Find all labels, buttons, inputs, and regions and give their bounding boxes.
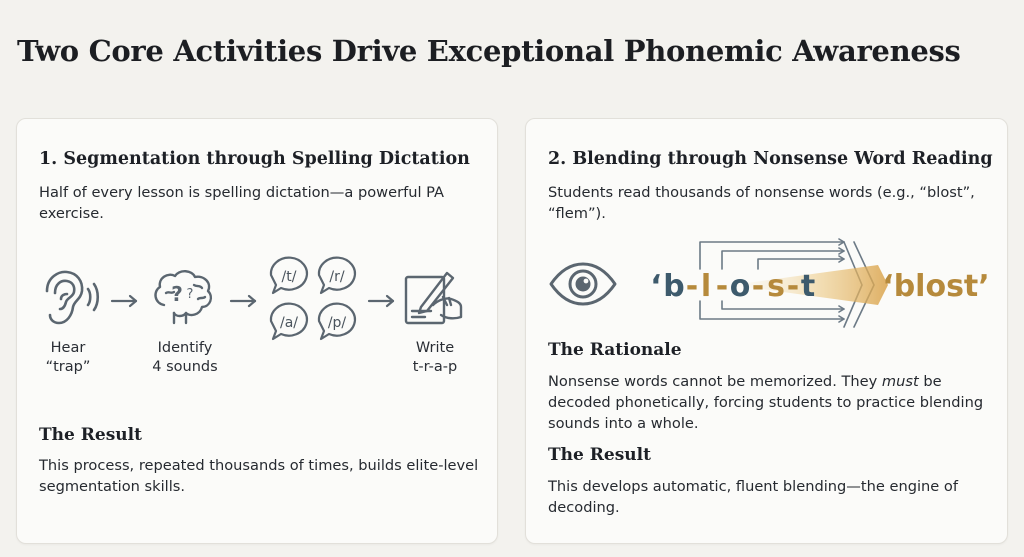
blending-card xyxy=(525,118,1008,544)
phoneme-p: /p/ xyxy=(327,315,347,331)
rationale-heading: The Rationale xyxy=(548,340,682,360)
brain-question-icon xyxy=(150,269,216,327)
blended-word: ‘blost’ xyxy=(882,269,990,304)
writing-hand-icon xyxy=(403,267,465,327)
page-title: Two Core Activities Drive Exceptional Phonemic Awareness xyxy=(17,34,961,68)
letter-s: s xyxy=(767,269,785,304)
hyphen: - xyxy=(786,269,800,304)
rationale-emphasis: must xyxy=(881,373,919,390)
blending-heading: 2. Blending through Nonsense Word Reading xyxy=(548,149,993,169)
segmentation-intro: Half of every lesson is spelling dictation—a powerful PA exercise. xyxy=(39,184,445,222)
letter-t: t xyxy=(800,269,816,304)
segmentation-result-text: This process, repeated thousands of times, builds elite-level segmentation skills. xyxy=(39,457,479,495)
ear-icon xyxy=(39,269,101,327)
step-write-label: Write t-r-a-p xyxy=(412,340,458,375)
letter-b: b xyxy=(663,269,685,304)
arrow-right-icon xyxy=(110,295,140,307)
eye-icon xyxy=(548,262,618,306)
segmentation-heading: 1. Segmentation through Spelling Dictation xyxy=(39,149,470,169)
blending-diagram xyxy=(642,239,992,331)
step-hear-label: Hear “trap” xyxy=(45,340,91,375)
hyphen: - xyxy=(685,269,699,304)
svg-text:?: ? xyxy=(171,282,183,306)
arrow-right-icon xyxy=(367,295,397,307)
svg-text:?: ? xyxy=(186,287,194,302)
segmentation-result-heading: The Result xyxy=(39,425,142,445)
step-identify-label: Identify 4 sounds xyxy=(152,340,218,375)
phoneme-a: /a/ xyxy=(279,315,299,331)
blending-intro: Students read thousands of nonsense words (e.g., “blost”, “flem”). xyxy=(548,184,975,222)
hyphen: - xyxy=(715,269,729,304)
letter-l: l xyxy=(700,269,712,304)
phoneme-bubbles-icon xyxy=(267,255,363,343)
blending-result-heading: The Result xyxy=(548,445,651,465)
phoneme-r: /r/ xyxy=(329,269,345,285)
letter-o: o xyxy=(729,269,751,304)
segmentation-card xyxy=(16,118,498,544)
phoneme-t: /t/ xyxy=(281,269,297,285)
arrow-right-icon xyxy=(229,295,259,307)
open-quote: ‘ xyxy=(650,269,662,304)
blending-result-text: This develops automatic, fluent blending—the engine of decoding. xyxy=(548,478,958,516)
rationale-text: Nonsense words cannot be memorized. They must be decoded phonetically, forcing students to practice blending sounds into a whole. xyxy=(548,373,984,432)
hyphen: - xyxy=(751,269,765,304)
